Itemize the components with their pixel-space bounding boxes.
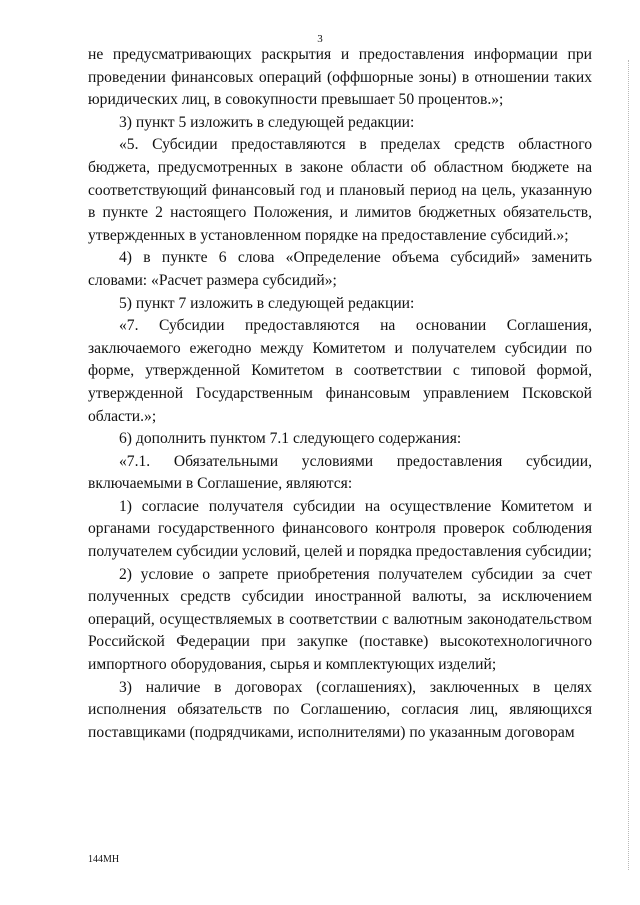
paragraph-clause-7: «7. Субсидии предоставляются на основании Соглашения, заключаемого ежегодно между Комитетом и получателем субсидии по форме, утвержденной Комитетом в соответствии с типовой формой, утвержденной Государственным финансовым управлением Псковской области.»; [88,317,592,425]
document-body [88,44,592,744]
paragraph-clause-5: «5. Субсидии предоставляются в пределах средств областного бюджета, предусмотренных в законе области об областном бюджете на соответствующий финансовый год и плановый период на цель, указанную в пункте 2 настоящего Положения, и лимитов бюджетных обязательств, утвержденных в установленном порядке на предоставление субсидий.»; [88,136,592,244]
paragraph-condition-3: 3) наличие в договорах (соглашениях), заключенных в целях исполнения обязательств по Соглашению, согласия лиц, являющихся поставщиками (подрядчиками, исполнителями) по указанным договорам [88,678,592,741]
paragraph-item-3: 3) пункт 5 изложить в следующей редакции: [119,113,415,131]
paragraph-condition-1: 1) согласие получателя субсидии на осуществление Комитетом и органами государственного финансового контроля проверок соблюдения получателем субсидии условий, целей и порядка предоставления субсидии; [88,497,592,561]
page-number: 3 [317,33,323,45]
paragraph-item-6: 6) дополнить пунктом 7.1 следующего содержания: [119,430,462,448]
document-code: 144МН [88,854,120,865]
paragraph-item-4: 4) в пункте 6 слова «Определение объема субсидий» заменить словами: «Расчет размера субсидий»; [88,249,592,289]
paragraph-item-5: 5) пункт 7 изложить в следующей редакции: [119,294,415,312]
scan-edge-line [628,60,629,870]
paragraph-clause-7-1: «7.1. Обязательными условиями предоставления субсидии, включаемыми в Соглашение, являются: [88,452,592,493]
paragraph-intro-continuation: не предусматривающих раскрытия и предоставления информации при проведении финансовых операций (оффшорные зоны) в отношении таких юридических лиц, в совокупности превышает 50 процентов.»; [88,46,592,109]
paragraph-condition-2: 2) условие о запрете приобретения получателем субсидии за счет полученных средств субсидии иностранной валюты, за исключением операций, осуществляемых в соответствии с валютным законодательством Российской Федерации при закупке (поставке) высокотехнологичного импортного оборудования, сырья и комплектующих изделий; [88,565,592,674]
